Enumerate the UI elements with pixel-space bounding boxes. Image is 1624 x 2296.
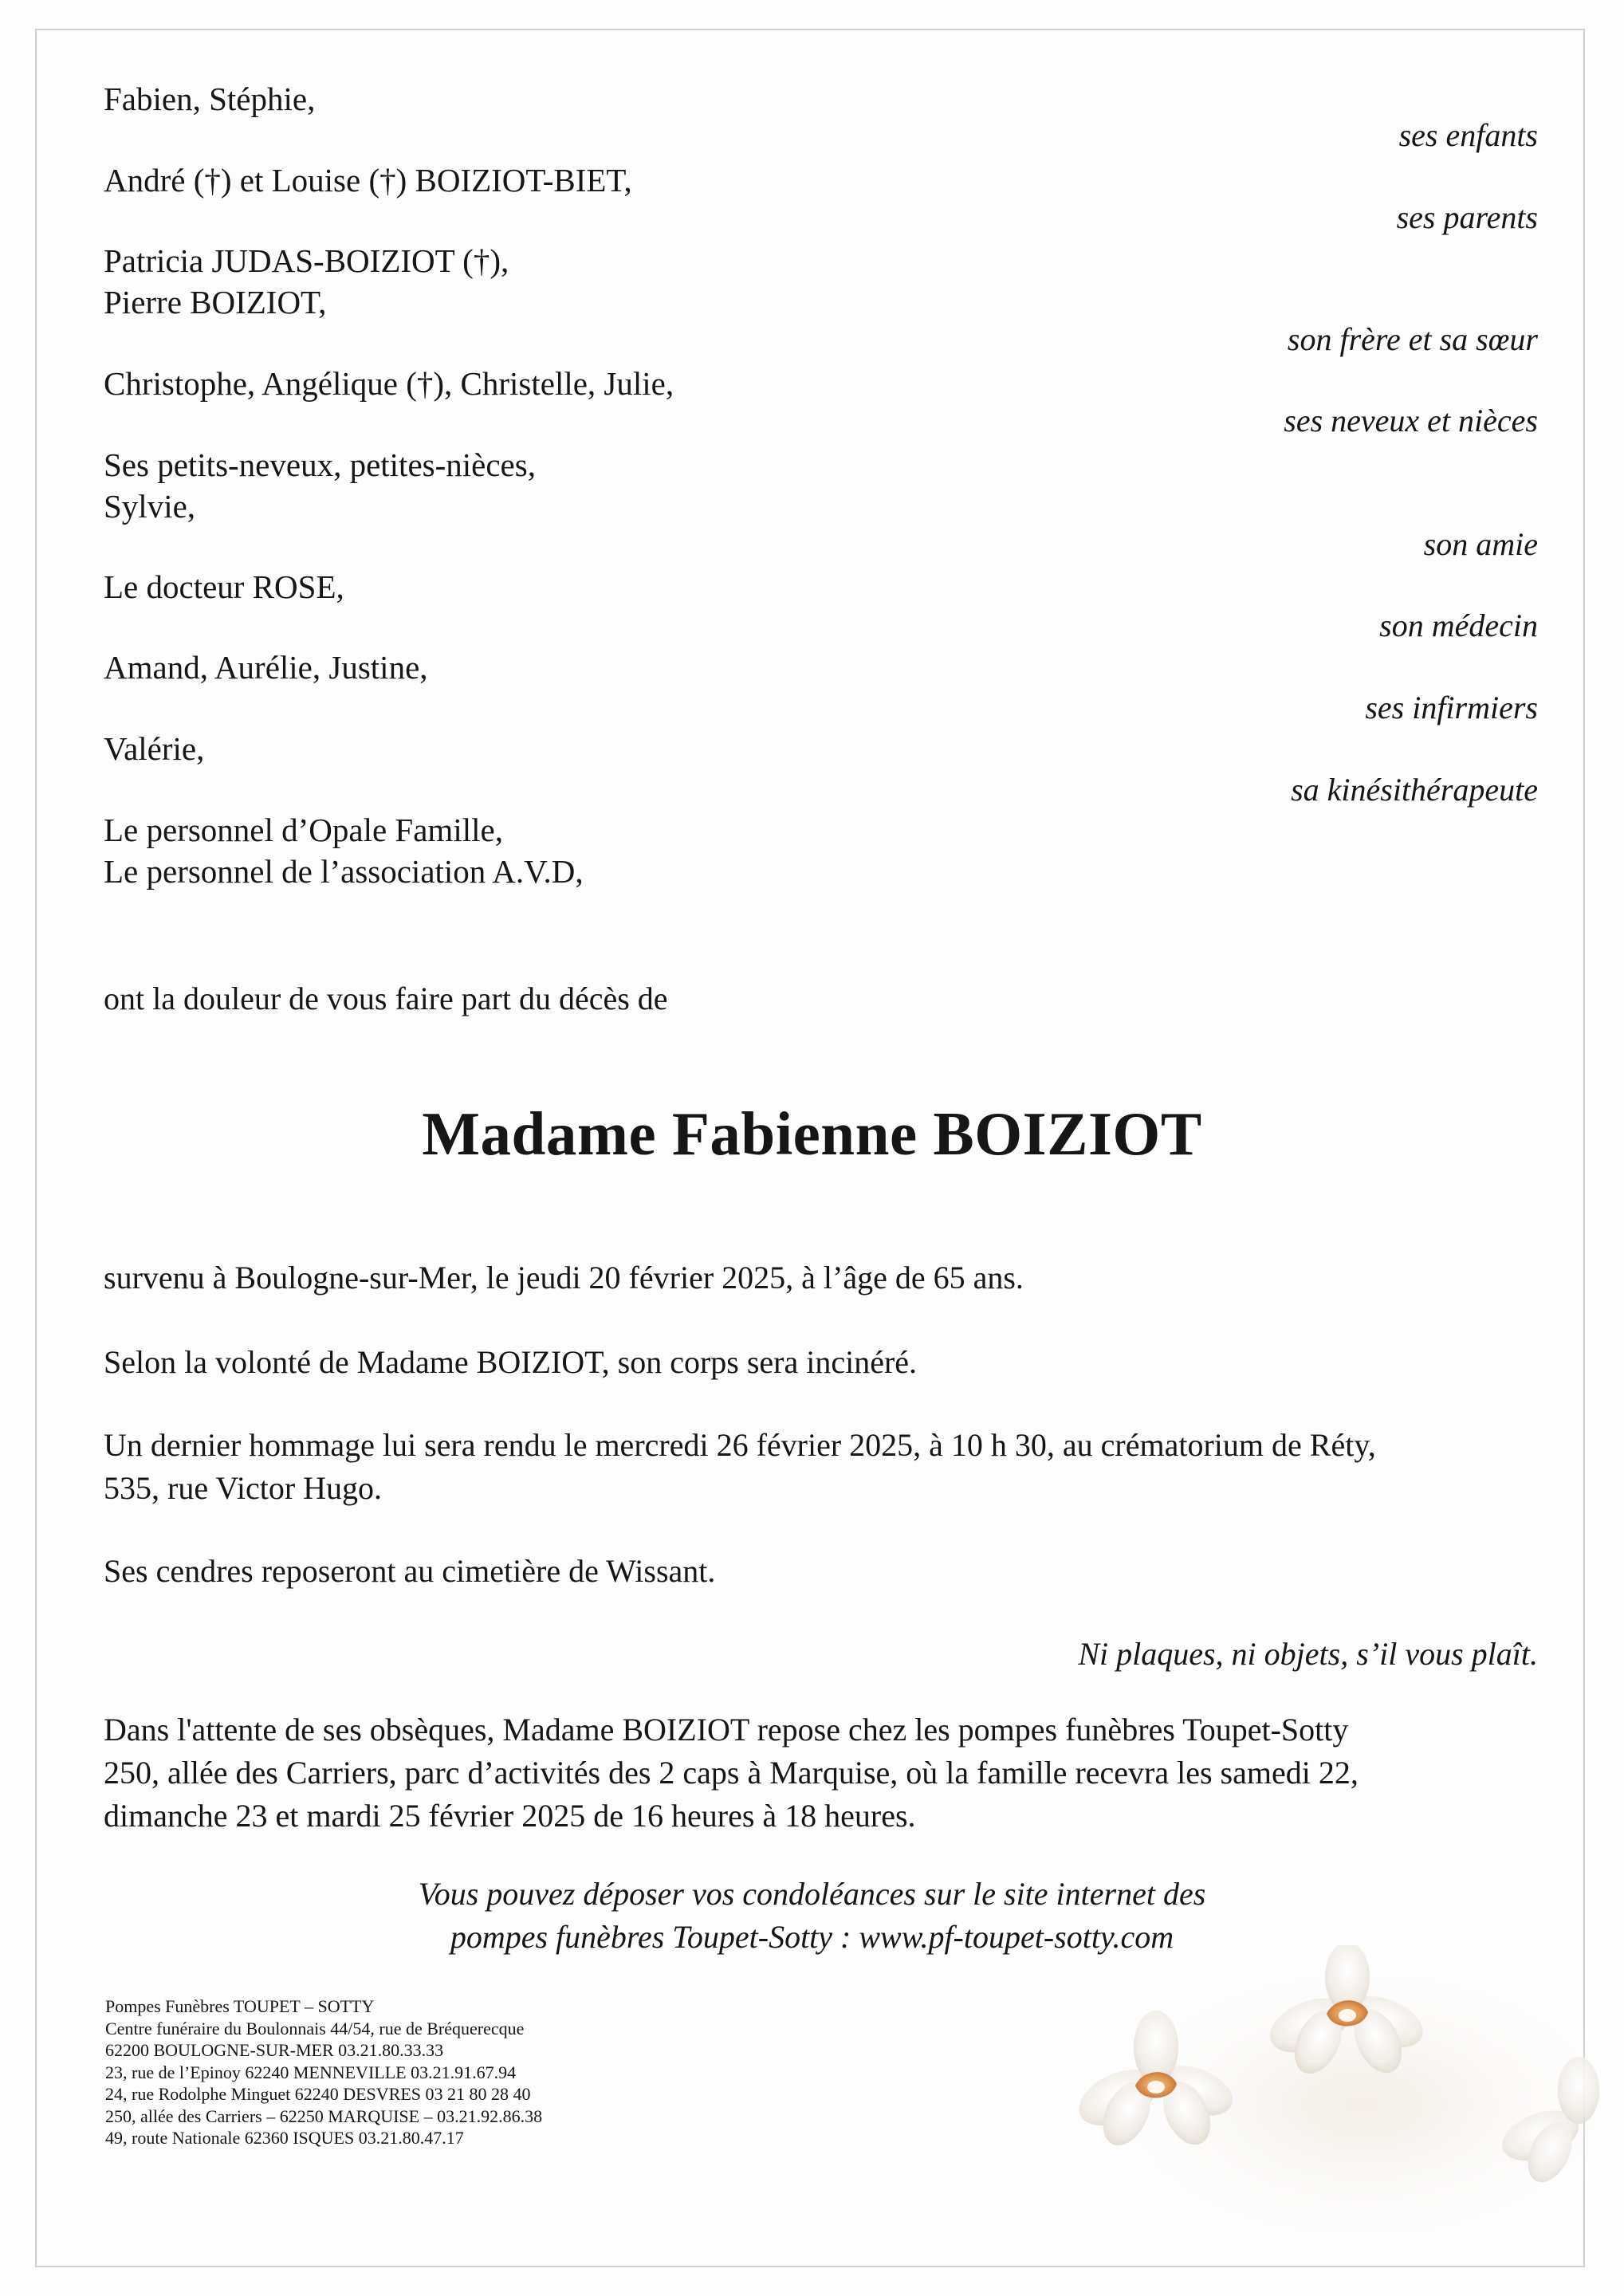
footer-line: 49, route Nationale 62360 ISQUES 03.21.80.47.17 <box>105 2128 464 2148</box>
relation-label: son amie <box>1423 526 1538 562</box>
family-names: Valérie, <box>104 730 205 767</box>
ashes-paragraph: Ses cendres reposeront au cimetière de Wissant. <box>104 1553 716 1589</box>
rest-paragraph-line: Dans l'attente de ses obsèques, Madame BOIZIOT repose chez les pompes funèbres Toupet-Sotty <box>104 1712 1349 1748</box>
footer-line: Pompes Funèbres TOUPET – SOTTY <box>105 1996 375 2016</box>
family-names: Le docteur ROSE, <box>104 568 344 605</box>
footer-line: 62200 BOULOGNE-SUR-MER 03.21.80.33.33 <box>105 2040 444 2060</box>
footer-line: 24, rue Rodolphe Minguet 62240 DESVRES 03 21 80 28 40 <box>105 2084 531 2104</box>
announcement-text: ont la douleur de vous faire part du décès de <box>104 981 668 1016</box>
family-names: André (†) et Louise (†) BOIZIOT-BIET, <box>104 162 632 199</box>
footer-line: 250, allée des Carriers – 62250 MARQUISE – 03.21.92.86.38 <box>105 2105 543 2126</box>
relation-label: son frère et sa sœur <box>1287 321 1538 357</box>
relation-label: son médecin <box>1379 607 1538 643</box>
family-names: Pierre BOIZIOT, <box>104 284 327 320</box>
condolences-line: pompes funèbres Toupet-Sotty : www.pf-toupet-sotty.com <box>450 1919 1174 1955</box>
condolences-line: Vous pouvez déposer vos condoléances sur le site internet des <box>418 1876 1206 1912</box>
orchid-decoration <box>1028 1945 1602 2232</box>
family-names: Sylvie, <box>104 488 196 525</box>
relation-label: ses infirmiers <box>1365 690 1538 725</box>
family-names: Ses petits-neveux, petites-nièces, <box>104 446 536 483</box>
relation-label: ses neveux et nièces <box>1284 403 1538 438</box>
relation-label: ses enfants <box>1398 117 1538 153</box>
footer-line: Centre funéraire du Boulonnais 44/54, rue de Bréquerecque <box>105 2018 525 2038</box>
cremation-paragraph: Selon la volonté de Madame BOIZIOT, son corps sera incinéré. <box>104 1344 918 1380</box>
family-names: Amand, Aurélie, Justine, <box>104 649 428 686</box>
funeral-home-addresses <box>105 1995 542 2149</box>
family-names: Le personnel d’Opale Famille, <box>104 812 503 848</box>
tribute-paragraph-line: Un dernier hommage lui sera rendu le mercredi 26 février 2025, à 10 h 30, au crématorium de Réty, <box>104 1427 1376 1463</box>
rest-paragraph-line: dimanche 23 et mardi 25 février 2025 de 16 heures à 18 heures. <box>104 1798 916 1834</box>
deceased-name: Madame Fabienne BOIZIOT <box>422 1099 1202 1168</box>
footer-line: 23, rue de l’Epinoy 62240 MENNEVILLE 03.21.91.67.94 <box>105 2062 517 2082</box>
family-names: Le personnel de l’association A.V.D, <box>104 853 584 890</box>
family-names: Christophe, Angélique (†), Christelle, Julie, <box>104 365 674 402</box>
tribute-paragraph-line: 535, rue Victor Hugo. <box>104 1470 383 1506</box>
family-names: Fabien, Stéphie, <box>104 81 316 117</box>
no-flowers-note: Ni plaques, ni objets, s’il vous plaît. <box>1078 1636 1538 1672</box>
relation-label: sa kinésithérapeute <box>1291 772 1538 808</box>
rest-paragraph-line: 250, allée des Carriers, parc d’activités des 2 caps à Marquise, où la famille recevra les samedi 22, <box>104 1755 1359 1791</box>
family-names: Patricia JUDAS-BOIZIOT (†), <box>104 242 509 279</box>
death-paragraph: survenu à Boulogne-sur-Mer, le jeudi 20 février 2025, à l’âge de 65 ans. <box>104 1260 1024 1295</box>
relation-label: ses parents <box>1396 199 1538 235</box>
